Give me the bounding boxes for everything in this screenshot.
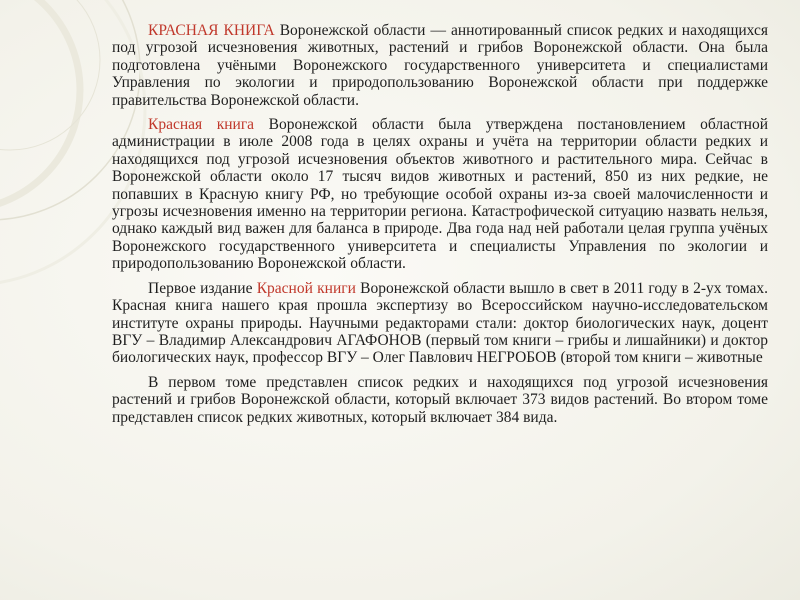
red-book-highlight: Красная книга bbox=[148, 116, 255, 134]
paragraph-first-edition bbox=[112, 280, 768, 367]
paragraph-volumes-text: В первом томе представлен список редких и находящихся под угрозой исчезновения растений и грибов Воронежской области, который включает 373 видов растений. Во втором томе представлен список редких животных, который включает 384 вида. bbox=[112, 373, 768, 426]
paragraph-approval bbox=[112, 116, 768, 273]
red-book-title: КРАСНАЯ КНИГА bbox=[148, 22, 275, 39]
paragraph-first-edition-text: Воронежской области вышло в свет в 2011 году в 2-ух томах. Красная книга нашего края прошла экспертизу во Всероссийском научно-исследовательском институте охраны природы. Научными редакторами стали: доктор биологических наук, доцент ВГУ – Владимир Александрович АГАФОНОВ (первый том книги – грибы и лишайники) и доктор биологических наук, профессор ВГУ – Олег Павлович НЕГРОБОВ (второй том книги – животные bbox=[112, 279, 768, 367]
paragraph-approval-text: Воронежской области была утверждена постановлением областной администрации в июле 2008 года в целях охраны и учёта на территории области редких и находящихся под угрозой исчезновения объектов животного и растительного мира. Сейчас в Воронежской области около 17 тысяч видов животных и растений, 850 из них редкие, не попавших в Красную книгу РФ, но требующие особой охраны из-за своей малочисленности и угрозы исчезновения именно на территории региона. Катастрофической ситуацию назвать нельзя, однако каждый вид важен для баланса в природе. Два года над ней работали целая группа учёных Воронежского государственного университета и специалисты Управления по экологии и природопользованию Воронежской области. bbox=[112, 116, 768, 273]
paragraph-volumes bbox=[112, 374, 768, 426]
paragraph-intro-text: Воронежской области — аннотированный список редких и находящихся под угрозой исчезновения животных, растений и грибов Воронежской области. Она была подготовлена учёными Воронежского государственного университета и специалистами Управления по экологии и природопользованию Воронежской области при поддержке правительства Воронежской области. bbox=[112, 22, 768, 109]
paragraph-first-edition-prefix: Первое издание bbox=[148, 279, 257, 297]
red-book-highlight: Красной книги bbox=[256, 279, 356, 297]
deco-arc-medium bbox=[0, 0, 80, 210]
article-body bbox=[112, 22, 768, 433]
paragraph-intro bbox=[112, 22, 768, 109]
deco-arc-small bbox=[0, 0, 100, 150]
